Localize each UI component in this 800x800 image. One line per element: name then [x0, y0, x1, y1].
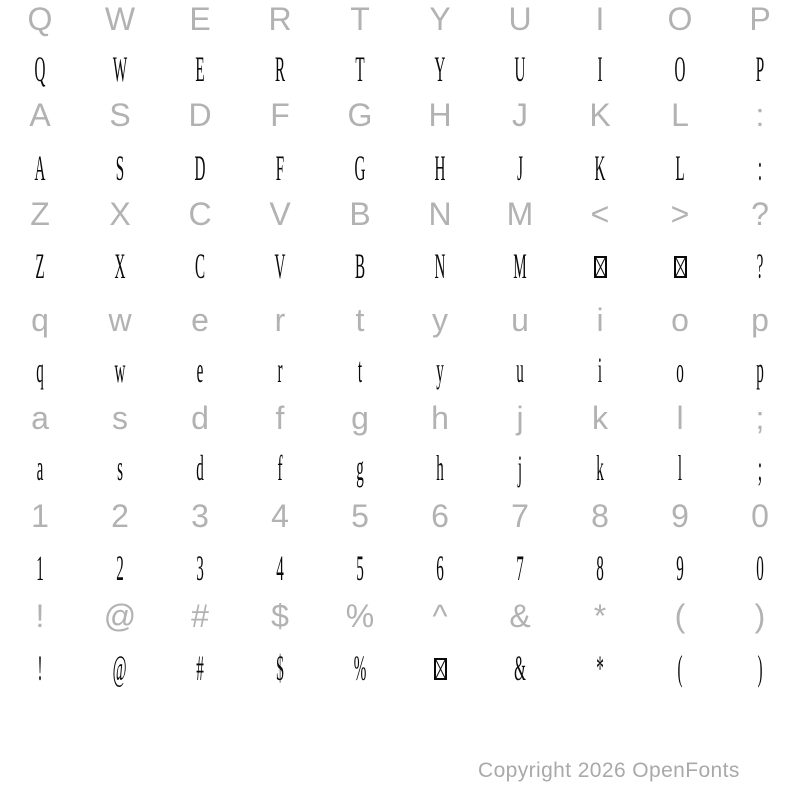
glyph-cell [640, 591, 720, 641]
glyph-cell [720, 189, 800, 239]
glyph-cell [0, 0, 80, 44]
glyph-cell [400, 143, 480, 193]
glyph-cell [640, 241, 720, 291]
glyph-cell [0, 241, 80, 291]
glyph-cell [560, 241, 640, 291]
glyph-cell [720, 443, 800, 493]
glyph: U [514, 49, 526, 89]
glyph: h [431, 400, 449, 436]
glyph-cell [560, 591, 640, 641]
glyph: s [117, 448, 123, 488]
glyph: F [270, 97, 290, 133]
glyph-cell [80, 393, 160, 443]
glyph-cell [480, 143, 560, 193]
glyph-cell [640, 443, 720, 493]
glyph-cell [480, 643, 560, 693]
glyph: M [506, 196, 534, 232]
glyph: 8 [596, 548, 604, 588]
glyph: G [354, 148, 366, 188]
glyph-row-reference-1 [0, 0, 800, 44]
glyph: $ [276, 648, 284, 688]
glyph: Y [429, 1, 451, 37]
glyph: : [757, 148, 763, 188]
glyph: F [275, 148, 285, 188]
glyph: Z [30, 196, 50, 232]
glyph: r [277, 350, 283, 390]
glyph-cell [320, 491, 400, 541]
glyph: ; [755, 400, 765, 436]
glyph-cell [320, 90, 400, 140]
glyph: g [356, 448, 364, 488]
glyph: f [275, 400, 285, 436]
glyph: t [355, 302, 365, 338]
glyph-cell [720, 393, 800, 443]
glyph: X [109, 196, 131, 232]
glyph-cell [400, 189, 480, 239]
glyph-cell [480, 241, 560, 291]
notdef-box-icon [434, 658, 447, 680]
glyph-cell [160, 295, 240, 345]
glyph-cell [560, 643, 640, 693]
notdef-box-icon [594, 256, 607, 278]
glyph-cell [80, 0, 160, 44]
glyph-row-specimen-8 [0, 345, 800, 395]
glyph-cell [80, 491, 160, 541]
glyph-row-reference-13 [0, 591, 800, 641]
glyph-cell [320, 143, 400, 193]
glyph-cell [80, 543, 160, 593]
glyph: a [31, 400, 49, 436]
glyph-cell [400, 643, 480, 693]
glyph: j [516, 400, 524, 436]
glyph: ( [674, 598, 686, 634]
glyph-cell [240, 591, 320, 641]
glyph: i [596, 302, 604, 338]
glyph-row-specimen-12 [0, 543, 800, 593]
glyph-cell [160, 491, 240, 541]
glyph-cell [0, 295, 80, 345]
glyph-cell [240, 189, 320, 239]
glyph-cell [480, 0, 560, 44]
glyph-row-specimen-14 [0, 643, 800, 693]
glyph: % [353, 648, 367, 688]
glyph-cell [640, 643, 720, 693]
glyph: D [188, 97, 212, 133]
glyph-cell [400, 90, 480, 140]
glyph-cell [720, 491, 800, 541]
glyph-cell [240, 0, 320, 44]
glyph: s [112, 400, 128, 436]
glyph: 7 [516, 548, 524, 588]
notdef-box-icon [674, 256, 687, 278]
glyph-cell [560, 393, 640, 443]
glyph: u [511, 302, 529, 338]
glyph-cell [160, 643, 240, 693]
glyph: H [434, 148, 446, 188]
glyph-cell [400, 591, 480, 641]
glyph-cell [320, 591, 400, 641]
glyph: R [274, 49, 286, 89]
glyph-cell [560, 44, 640, 94]
glyph: U [508, 1, 532, 37]
glyph-cell [400, 241, 480, 291]
glyph: # [191, 598, 209, 634]
glyph-cell [480, 295, 560, 345]
glyph-cell [640, 543, 720, 593]
glyph-cell [400, 393, 480, 443]
glyph-cell [720, 0, 800, 44]
glyph-cell [160, 345, 240, 395]
glyph-cell [0, 543, 80, 593]
glyph-row-reference-3 [0, 90, 800, 140]
glyph-cell [560, 491, 640, 541]
glyph-cell [0, 143, 80, 193]
glyph: * [596, 648, 604, 688]
glyph-cell [640, 143, 720, 193]
glyph-cell [240, 491, 320, 541]
glyph: ? [756, 246, 764, 286]
glyph-row-reference-7 [0, 295, 800, 345]
glyph-cell [160, 543, 240, 593]
glyph: 4 [271, 498, 289, 534]
glyph: @ [103, 598, 137, 634]
glyph-cell [480, 491, 560, 541]
glyph: l [677, 448, 683, 488]
glyph: B [354, 246, 366, 286]
glyph-cell [720, 44, 800, 94]
glyph: q [36, 350, 44, 390]
glyph: $ [271, 598, 289, 634]
glyph-cell [0, 345, 80, 395]
glyph: N [434, 246, 446, 286]
glyph-cell [80, 345, 160, 395]
glyph-cell [0, 643, 80, 693]
glyph-cell [480, 90, 560, 140]
glyph-cell [80, 44, 160, 94]
glyph-cell [480, 345, 560, 395]
glyph-cell [320, 44, 400, 94]
glyph: D [194, 148, 206, 188]
glyph-cell [640, 295, 720, 345]
glyph-cell [640, 189, 720, 239]
glyph: 6 [431, 498, 449, 534]
glyph: E [189, 1, 211, 37]
glyph: L [675, 148, 685, 188]
glyph-cell [480, 189, 560, 239]
glyph: T [355, 49, 365, 89]
glyph: 3 [196, 548, 204, 588]
glyph: p [751, 302, 769, 338]
glyph: Q [27, 1, 53, 37]
glyph: V [269, 196, 291, 232]
glyph: 4 [276, 548, 284, 588]
glyph-cell [320, 0, 400, 44]
glyph-cell [320, 345, 400, 395]
glyph: ? [751, 196, 769, 232]
glyph: I [597, 49, 603, 89]
glyph-cell [560, 0, 640, 44]
glyph: # [196, 648, 204, 688]
glyph: X [114, 246, 126, 286]
glyph-cell [640, 44, 720, 94]
glyph-cell [240, 90, 320, 140]
glyph-cell [80, 443, 160, 493]
glyph-cell [80, 643, 160, 693]
glyph-cell [320, 295, 400, 345]
copyright-text: Copyright 2026 OpenFonts [478, 759, 740, 782]
glyph-cell [0, 393, 80, 443]
glyph: K [594, 148, 606, 188]
glyph-cell [720, 90, 800, 140]
glyph: l [676, 400, 684, 436]
glyph: T [350, 1, 370, 37]
glyph: q [31, 302, 49, 338]
glyph-cell [720, 241, 800, 291]
glyph: 6 [436, 548, 444, 588]
glyph: ) [757, 648, 763, 688]
glyph: y [436, 350, 444, 390]
glyph-cell [240, 241, 320, 291]
glyph-cell [480, 543, 560, 593]
glyph: P [755, 49, 765, 89]
glyph-cell [240, 443, 320, 493]
glyph: < [590, 196, 610, 232]
glyph: ^ [432, 598, 448, 634]
glyph: p [756, 350, 764, 390]
glyph: V [274, 246, 286, 286]
glyph: e [191, 302, 209, 338]
glyph: & [509, 598, 531, 634]
glyph: 1 [36, 548, 44, 588]
glyph-cell [80, 241, 160, 291]
glyph: 5 [351, 498, 369, 534]
glyph-cell [400, 44, 480, 94]
glyph: ( [677, 648, 683, 688]
glyph: 9 [671, 498, 689, 534]
glyph-cell [80, 189, 160, 239]
glyph: L [671, 97, 689, 133]
glyph-cell [640, 90, 720, 140]
glyph-cell [320, 189, 400, 239]
glyph: u [516, 350, 524, 390]
glyph: K [589, 97, 611, 133]
glyph-cell [160, 143, 240, 193]
glyph-row-specimen-10 [0, 443, 800, 493]
glyph: J [517, 148, 523, 188]
glyph: B [349, 196, 371, 232]
glyph-cell [560, 543, 640, 593]
glyph: 7 [511, 498, 529, 534]
glyph: O [674, 49, 686, 89]
glyph: G [347, 97, 373, 133]
glyph-cell [400, 491, 480, 541]
glyph-row-specimen-2 [0, 44, 800, 94]
glyph: N [428, 196, 452, 232]
glyph-cell [400, 0, 480, 44]
glyph: ) [754, 598, 766, 634]
glyph: W [104, 1, 136, 37]
glyph: d [196, 448, 204, 488]
glyph-cell [480, 393, 560, 443]
glyph-row-reference-11 [0, 491, 800, 541]
glyph: i [597, 350, 603, 390]
glyph: ; [757, 448, 763, 488]
glyph: O [667, 1, 693, 37]
glyph-cell [560, 143, 640, 193]
glyph: r [274, 302, 286, 338]
glyph: & [514, 648, 526, 688]
glyph-cell [400, 345, 480, 395]
glyph: y [432, 302, 448, 338]
glyph-cell [240, 543, 320, 593]
glyph-cell [320, 241, 400, 291]
glyph-cell [640, 0, 720, 44]
glyph-cell [160, 0, 240, 44]
glyph-cell [720, 643, 800, 693]
glyph: W [112, 49, 128, 89]
glyph: R [268, 1, 292, 37]
glyph: Z [35, 246, 45, 286]
glyph: H [428, 97, 452, 133]
glyph: 2 [116, 548, 124, 588]
glyph-cell [480, 591, 560, 641]
glyph-cell [480, 443, 560, 493]
glyph-cell [0, 491, 80, 541]
glyph-cell [720, 591, 800, 641]
glyph: 3 [191, 498, 209, 534]
glyph-cell [0, 44, 80, 94]
glyph: ! [37, 648, 43, 688]
glyph-cell [240, 295, 320, 345]
glyph: M [513, 246, 527, 286]
glyph-cell [160, 90, 240, 140]
glyph-cell [0, 443, 80, 493]
glyph: 0 [751, 498, 769, 534]
glyph: C [194, 246, 206, 286]
glyph-cell [720, 345, 800, 395]
glyph: C [188, 196, 212, 232]
glyph-row-reference-5 [0, 189, 800, 239]
glyph-cell [80, 591, 160, 641]
glyph: * [593, 598, 607, 634]
glyph-cell [80, 143, 160, 193]
glyph-row-specimen-4 [0, 143, 800, 193]
glyph-cell [400, 443, 480, 493]
glyph: e [196, 350, 204, 390]
glyph-cell [640, 491, 720, 541]
glyph: 1 [31, 498, 49, 534]
glyph: : [755, 97, 765, 133]
glyph: t [357, 350, 363, 390]
glyph: 0 [756, 548, 764, 588]
glyph-cell [560, 295, 640, 345]
glyph: I [595, 1, 605, 37]
glyph: j [517, 448, 523, 488]
glyph-cell [80, 295, 160, 345]
glyph-cell [320, 443, 400, 493]
glyph-cell [160, 591, 240, 641]
glyph: w [114, 350, 126, 390]
glyph-cell [400, 543, 480, 593]
glyph: @ [113, 648, 127, 688]
glyph-cell [480, 44, 560, 94]
glyph: a [36, 448, 44, 488]
glyph: 8 [591, 498, 609, 534]
glyph-cell [640, 345, 720, 395]
glyph: S [115, 148, 125, 188]
glyph-cell [320, 543, 400, 593]
glyph-cell [240, 643, 320, 693]
glyph: Y [434, 49, 446, 89]
glyph: o [671, 302, 689, 338]
glyph: ! [35, 598, 45, 634]
glyph-cell [560, 345, 640, 395]
glyph: S [109, 97, 131, 133]
glyph: k [592, 400, 608, 436]
glyph-cell [640, 393, 720, 443]
glyph: o [676, 350, 684, 390]
glyph: % [345, 598, 375, 634]
glyph: 9 [676, 548, 684, 588]
glyph: 5 [356, 548, 364, 588]
glyph: 2 [111, 498, 129, 534]
glyph: J [512, 97, 528, 133]
glyph-cell [240, 44, 320, 94]
glyph-cell [720, 143, 800, 193]
glyph-row-specimen-6 [0, 241, 800, 291]
glyph-cell [320, 393, 400, 443]
glyph-cell [240, 345, 320, 395]
glyph-cell [560, 90, 640, 140]
glyph: A [29, 97, 51, 133]
glyph: d [191, 400, 209, 436]
glyph: h [436, 448, 444, 488]
glyph-row-reference-9 [0, 393, 800, 443]
glyph-cell [160, 443, 240, 493]
glyph-cell [400, 295, 480, 345]
glyph-cell [240, 393, 320, 443]
glyph-cell [560, 443, 640, 493]
glyph-cell [160, 393, 240, 443]
glyph: A [34, 148, 46, 188]
glyph: w [108, 302, 132, 338]
glyph-cell [0, 90, 80, 140]
glyph-cell [720, 543, 800, 593]
glyph-cell [160, 44, 240, 94]
glyph: P [749, 1, 771, 37]
glyph: Q [34, 49, 46, 89]
glyph-cell [240, 143, 320, 193]
glyph: > [670, 196, 690, 232]
glyph-cell [0, 591, 80, 641]
glyph: k [596, 448, 604, 488]
glyph-cell [560, 189, 640, 239]
glyph: f [277, 448, 283, 488]
glyph: E [195, 49, 205, 89]
glyph-cell [80, 90, 160, 140]
glyph-cell [320, 643, 400, 693]
glyph-cell [160, 241, 240, 291]
glyph: g [351, 400, 369, 436]
glyph-cell [0, 189, 80, 239]
glyph-cell [160, 189, 240, 239]
glyph-cell [720, 295, 800, 345]
